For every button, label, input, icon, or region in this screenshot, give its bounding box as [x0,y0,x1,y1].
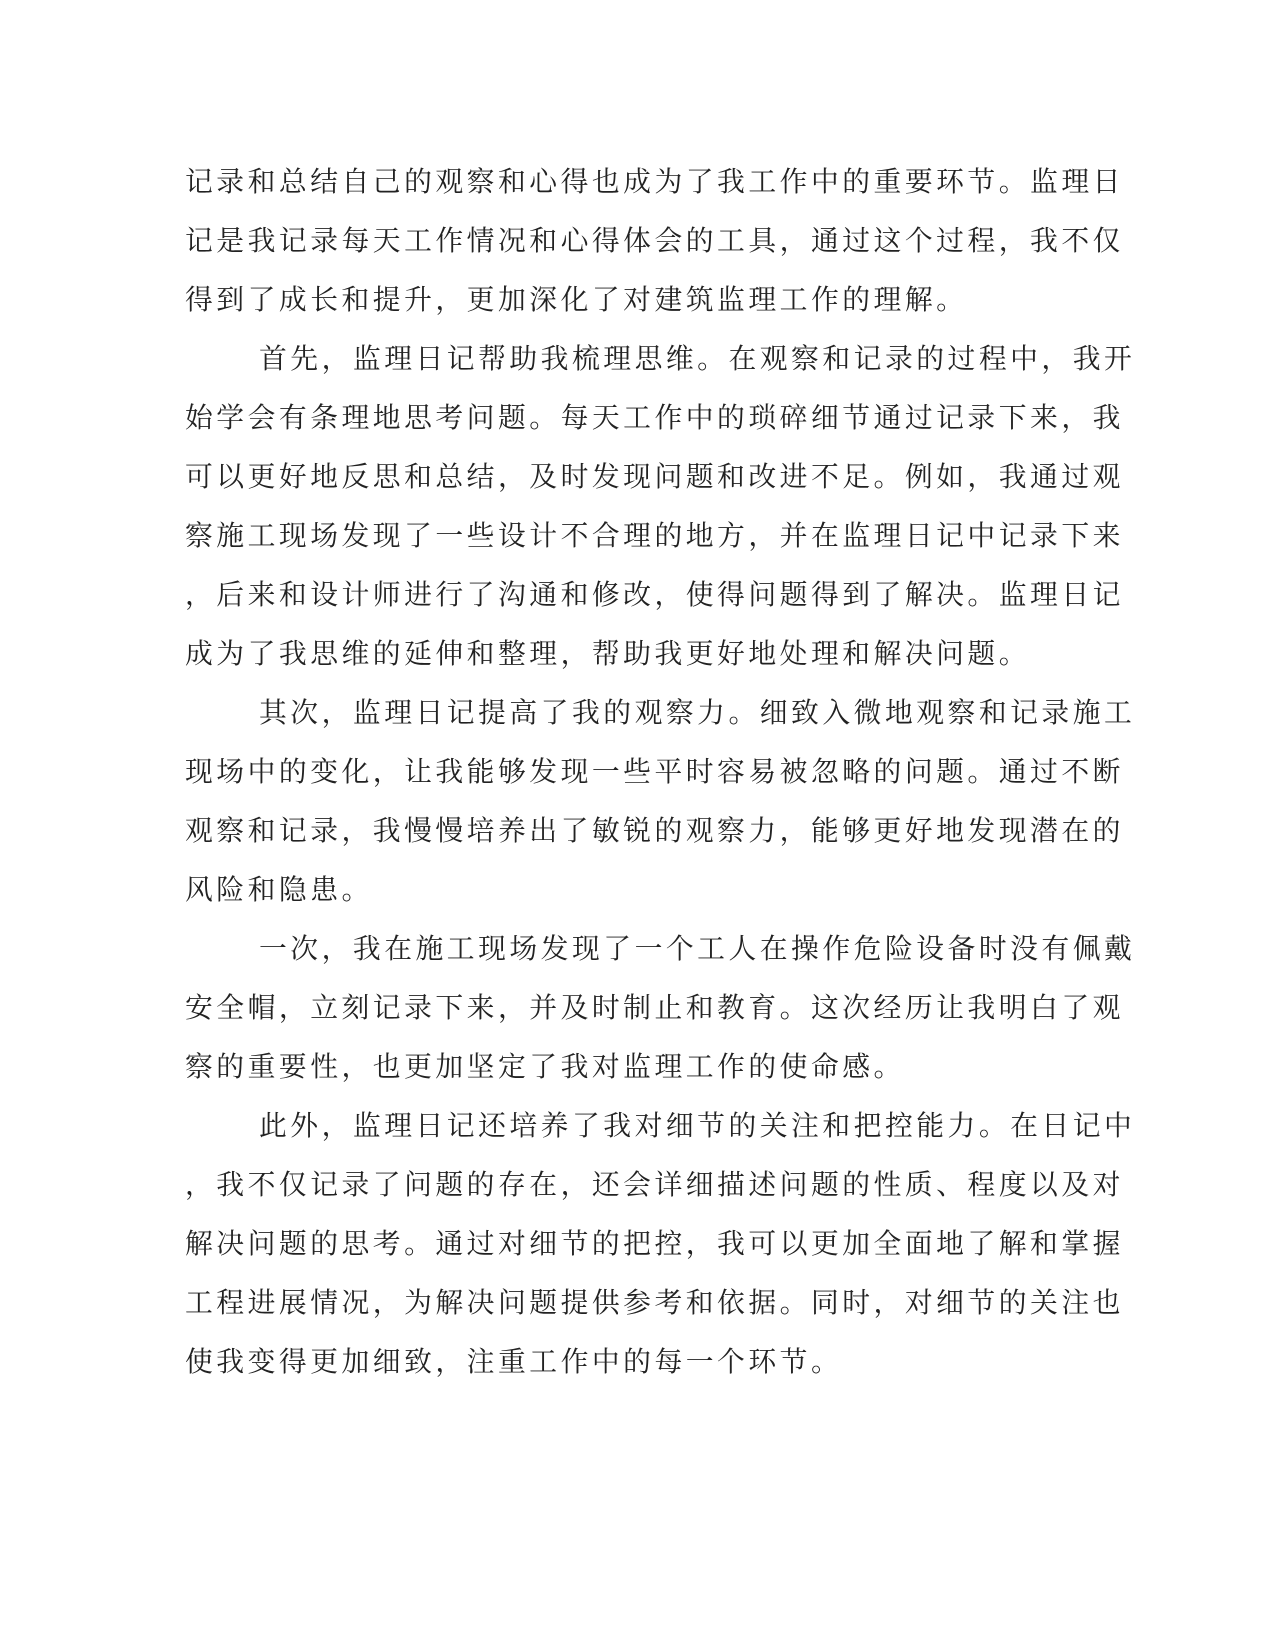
paragraph-2-line-6: 成为了我思维的延伸和整理，帮助我更好地处理和解决问题。 [185,637,1031,670]
paragraph-4-line-2: 安全帽，立刻记录下来，并及时制止和教育。这次经历让我明白了观 [185,991,1124,1024]
paragraph-4-line-1: 一次，我在施工现场发现了一个工人在操作危险设备时没有佩戴 [259,932,1136,965]
paragraph-4-line-3: 察的重要性，也更加坚定了我对监理工作的使命感。 [185,1050,905,1083]
paragraph-2-line-2: 始学会有条理地思考问题。每天工作中的琐碎细节通过记录下来，我 [185,401,1124,434]
paragraph-3-line-2: 现场中的变化，让我能够发现一些平时容易被忽略的问题。通过不断 [185,755,1124,788]
paragraph-3-line-4: 风险和隐患。 [185,873,373,906]
paragraph-1-line-1: 记录和总结自己的观察和心得也成为了我工作中的重要环节。监理日 [185,165,1124,198]
paragraph-1-line-3: 得到了成长和提升，更加深化了对建筑监理工作的理解。 [185,283,968,316]
paragraph-5-line-5: 使我变得更加细致，注重工作中的每一个环节。 [185,1345,843,1378]
paragraph-5-line-1: 此外，监理日记还培养了我对细节的关注和把控能力。在日记中 [259,1109,1136,1142]
paragraph-3-line-1: 其次，监理日记提高了我的观察力。细致入微地观察和记录施工 [259,696,1136,729]
paragraph-5-line-4: 工程进展情况，为解决问题提供参考和依据。同时，对细节的关注也 [185,1286,1124,1319]
paragraph-2-line-1: 首先，监理日记帮助我梳理思维。在观察和记录的过程中，我开 [259,342,1136,375]
paragraph-2-line-4: 察施工现场发现了一些设计不合理的地方，并在监理日记中记录下来 [185,519,1124,552]
paragraph-5-line-2: ，我不仅记录了问题的存在，还会详细描述问题的性质、程度以及对 [185,1168,1124,1201]
paragraph-2-line-5: ，后来和设计师进行了沟通和修改，使得问题得到了解决。监理日记 [185,578,1124,611]
paragraph-1-line-2: 记是我记录每天工作情况和心得体会的工具，通过这个过程，我不仅 [185,224,1124,257]
paragraph-3-line-3: 观察和记录，我慢慢培养出了敏锐的观察力，能够更好地发现潜在的 [185,814,1124,847]
paragraph-5-line-3: 解决问题的思考。通过对细节的把控，我可以更加全面地了解和掌握 [185,1227,1124,1260]
paragraph-2-line-3: 可以更好地反思和总结，及时发现问题和改进不足。例如，我通过观 [185,460,1124,493]
